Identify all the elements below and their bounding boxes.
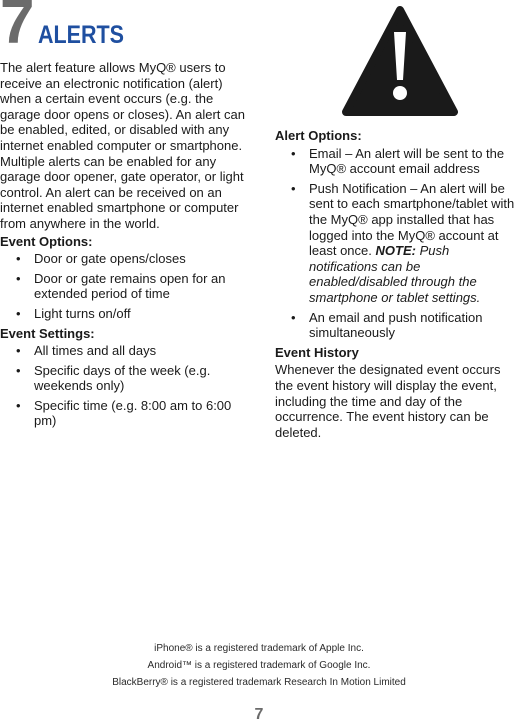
list-item [0,363,248,394]
list-item-text: Light turns on/off [34,305,131,321]
trademark-line: BlackBerry® is a registered trademark Research In Motion Limited [112,677,406,688]
note-label: NOTE: [375,243,416,259]
trademark-footer [0,640,518,691]
list-item [275,310,518,341]
page-number: 7 [254,706,264,723]
list-item [0,306,248,322]
bullet: • [16,397,21,413]
list-item-text: All times and all days [34,343,157,359]
bullet: • [16,362,21,378]
trademark-line: iPhone® is a registered trademark of Apple Inc. [154,643,364,654]
list-item-text: Door or gate remains open for an extended period of time [34,270,226,302]
right-column [275,128,518,440]
list-item-text: Door or gate opens/closes [34,251,186,267]
event-settings-list [0,343,248,429]
bullet: • [16,305,21,321]
list-item [0,398,248,429]
list-item-text: Email – An alert will be sent to the MyQ® account email address [309,145,505,177]
chapter-number: 7 [0,0,33,57]
list-item-text: An email and push notification simultaneously [309,309,483,341]
intro-paragraph: The alert feature allows MyQ® users to receive an electronic notification (alert) when a certain event occurs (e.g. the garage door opens or closes). An alert can be enabled, edited, or disabled with any internet enabled computer or smartphone. Multiple alerts can be enabled for any garage door opener, gate operator, or light control. An alert can be received on an internet enabled smartphone or computer from anywhere in the world. [0,60,245,231]
section-title: ALERTS [38,21,124,49]
event-options-heading: Event Options: [0,233,93,249]
bullet: • [291,309,296,325]
list-item-text: Specific days of the week (e.g. weekends only) [34,362,211,394]
alert-options-heading: Alert Options: [275,128,362,143]
event-options-list [0,251,248,321]
note-text: Push notifications can be enabled/disabled through the smartphone or tablet settings. [309,243,481,305]
bullet: • [291,145,296,161]
event-settings-heading: Event Settings: [0,325,95,341]
list-item [0,343,248,359]
warning-triangle-icon [340,2,460,120]
event-history-paragraph: Whenever the designated event occurs the event history will display the event, including the time and day of the occurrence. The event history can be deleted. [275,362,501,440]
trademark-line: Android™ is a registered trademark of Google Inc. [147,660,371,671]
list-item [275,181,518,306]
bullet: • [16,251,21,267]
bullet: • [16,343,21,359]
list-item [0,271,248,302]
alert-options-list [275,146,518,341]
list-item-text: Push Notification – An alert will be sent to each smartphone/tablet with the MyQ® app installed that has logged into the MyQ® account at least once. [309,180,515,259]
event-history-heading: Event History [275,344,359,360]
list-item-text: Specific time (e.g. 8:00 am to 6:00 pm) [34,397,232,429]
left-column [0,60,248,433]
bullet: • [291,180,296,196]
bullet: • [16,270,21,286]
list-item [0,251,248,267]
list-item [275,146,518,177]
